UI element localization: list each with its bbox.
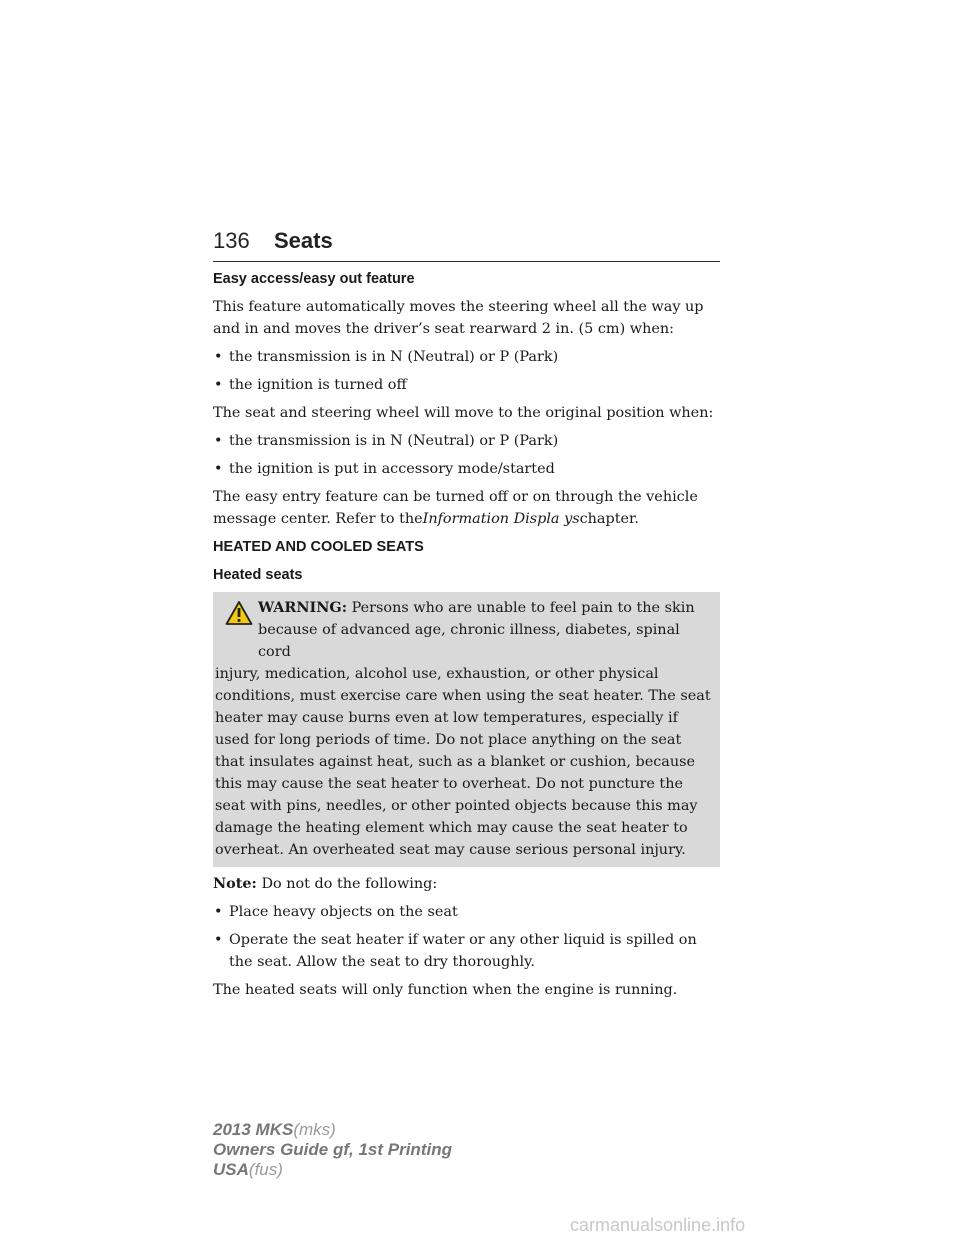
footer-region-line: USA(fus) [213, 1160, 283, 1179]
bullet-icon: • [214, 433, 223, 449]
bullet-icon: • [214, 349, 223, 365]
chapter-reference: Information Displa ys [422, 511, 580, 527]
list-item: • the transmission is in N (Neutral) or P (Park) [213, 346, 720, 368]
warning-triangle-icon [225, 600, 253, 626]
warning-second-line: because of advanced age, chronic illness, diabetes, spinal cord [258, 622, 680, 660]
list-item: • Operate the seat heater if water or any other liquid is spilled on the seat. Allow the seat to dry thoroughly. [213, 929, 720, 973]
warning-body: injury, medication, alcohol use, exhaustion, or other physical conditions, must exercise care when using the seat heater. The seat heater may cause burns even at low temperatures, especially if used for long periods of time. Do not place anything on the seat that insulates against heat, such as a blanket or cushion, because this may cause the seat heater to overheat. Do not puncture the seat with pins, needles, or other pointed objects because this may damage the heating element which may cause the seat heater to overheat. An overheated seat may cause serious personal injury. [215, 666, 711, 858]
footer-model-line: 2013 MKS(mks) [213, 1120, 336, 1139]
bullet-icon: • [214, 377, 223, 393]
warning-box [213, 592, 720, 867]
page-content [213, 268, 720, 1007]
heated-cooled-heading: HEATED AND COOLED SEATS [213, 539, 424, 555]
list-item: • the ignition is put in accessory mode/started [213, 458, 720, 480]
section-title: Seats [274, 228, 333, 253]
note-label: Note: [213, 875, 257, 892]
bullet-icon: • [214, 904, 223, 920]
closing-text: The heated seats will only function when the engine is running. [213, 982, 678, 998]
page-number: 136 [213, 228, 250, 253]
list-item: • the transmission is in N (Neutral) or P (Park) [213, 430, 720, 452]
site-watermark: carmanualsonline.info [570, 1215, 746, 1235]
toggle-text: The easy entry feature can be turned off or on through the vehicle message center. Refer to theInformation Displa yschapter. [213, 489, 698, 527]
easy-access-intro: This feature automatically moves the steering wheel all the way up and in and moves the driver’s seat rearward 2 in. (5 cm) when: [213, 299, 704, 337]
page-footer [213, 1120, 613, 1180]
list-item: • the ignition is turned off [213, 374, 720, 396]
heated-seats-subheading: Heated seats [213, 567, 303, 583]
note: Note: Do not do the following: [213, 875, 438, 892]
list-item: • Place heavy objects on the seat [213, 901, 720, 923]
page-header [213, 228, 720, 262]
warning-first-line: WARNING: Persons who are unable to feel pain to the skin [258, 599, 695, 616]
bullet-icon: • [214, 932, 223, 948]
easy-access-heading: Easy access/easy out feature [213, 271, 415, 287]
warning-label: WARNING: [258, 599, 348, 616]
bullet-icon: • [214, 461, 223, 477]
return-text: The seat and steering wheel will move to the original position when: [213, 405, 714, 421]
footer-guide-line: Owners Guide gf, 1st Printing [213, 1140, 452, 1159]
